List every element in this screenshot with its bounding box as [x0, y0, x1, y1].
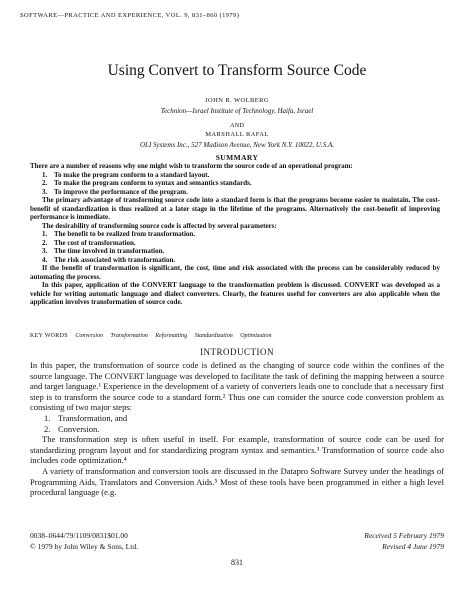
footer-received-date: Received 5 February 1979 — [364, 531, 444, 540]
footer-copyright: © 1979 by John Wiley & Sons, Ltd. — [30, 542, 138, 551]
page-number: 831 — [231, 558, 243, 567]
list-item: 3. The time involved in transformation. — [42, 247, 165, 255]
summary-heading: SUMMARY — [215, 153, 259, 162]
keyword: Optimization — [240, 333, 272, 339]
summary-parameters-list — [30, 230, 440, 264]
summary-paragraph: The primary advantage of transforming source code into a standard form is that the programs become easier to maintain. The cost-benefit of standardization is thus realized at a later stage in the lifetime of the programs. Alternatively the cost-benefit of improving performance is immediate. — [30, 196, 440, 221]
keywords-label: KEY WORDS — [30, 333, 68, 339]
steps-list — [30, 413, 444, 434]
running-head: SOFTWARE—PRACTICE AND EXPERIENCE, VOL. 9, 831–860 (1979) — [20, 12, 240, 19]
keyword: Conversion — [75, 333, 104, 339]
author-1-affiliation: Technion—Israel Institute of Technology, Haifa, Israel — [160, 107, 314, 115]
author-2-affiliation: OLI Systems Inc., 527 Madison Avenue, New York N.Y. 10022, U.S.A. — [140, 141, 334, 149]
summary-abstract — [30, 162, 440, 307]
summary-paragraph: In this paper, application of the CONVERT language to the transformation problem is discussed. CONVERT was developed as a vehicle for writing automatic language and dialect converters. Clearly, the features useful for converters are also applicable when the application involves transformation of source code. — [30, 281, 440, 306]
list-item: 1. The benefit to be realized from transformation. — [42, 230, 196, 238]
body-paragraph: In this paper, the transformation of source code is defined as the changing of source code within the confines of the source language. The CONVERT language was developed to facilitate the task of defining the mapping between a source and target language.¹ Experience in the development of a variety of converters leads one to conclude that a necessary first step is to transform the source code to a standard form.² Thus one can consider the source code conversion problem as consisting of two major steps: — [30, 360, 444, 413]
body-paragraph: A variety of transformation and conversion tools are discussed in the Datapro Software Survey under the headings of Programming Aids, Translators and Conversion Aids.⁵ Most of these tools have been programmed in either a high level procedural language (e.g. — [30, 465, 444, 498]
footer-revised-date: Revised 4 June 1979 — [382, 542, 444, 551]
keyword: Standardization — [194, 333, 233, 339]
list-item: 1. Transformation, and — [44, 412, 128, 423]
author-separator: AND — [229, 122, 245, 129]
body-paragraph: The transformation step is often useful in itself. For example, transformation of source code can be used for standardizing program layout and for standardizing program syntax and semantics.³ Transformation of source code also includes code optimization.⁴ — [30, 434, 444, 466]
keywords-line — [30, 333, 278, 339]
paper-title: Using Convert to Transform Source Code — [107, 62, 367, 79]
footer-article-code: 0038–0644/79/1109/0831$01.00 — [30, 531, 128, 540]
keyword: Reformatting — [155, 333, 188, 339]
keyword: Transformation — [110, 333, 148, 339]
list-item: 1. To make the program conform to a standard layout. — [42, 170, 210, 179]
summary-paragraph: There are a number of reasons why one might wish to transform the source code of an operational program: — [30, 162, 353, 170]
list-item: 4. The risk associated with transformation. — [42, 255, 176, 264]
list-item: 3. To improve the performance of the program. — [42, 187, 188, 196]
list-item: 2. To make the program conform to syntax and semantics standards. — [42, 179, 252, 187]
author-2-name: MARSHALL RAFAL — [205, 131, 269, 138]
author-1-name: JOHN R. WOLBERG — [205, 97, 269, 104]
summary-paragraph: The desirability of transforming source code is affected by several parameters: — [42, 221, 277, 230]
summary-paragraph: If the benefit of transformation is significant, the cost, time and risk associated with the process can be considerably reduced by automating the process. — [30, 264, 440, 281]
list-item: 2. Conversion. — [44, 423, 100, 434]
introduction-body — [30, 360, 444, 498]
summary-reasons-list — [30, 171, 440, 197]
introduction-heading: INTRODUCTION — [200, 347, 274, 357]
list-item: 2. The cost of transformation. — [42, 238, 136, 247]
